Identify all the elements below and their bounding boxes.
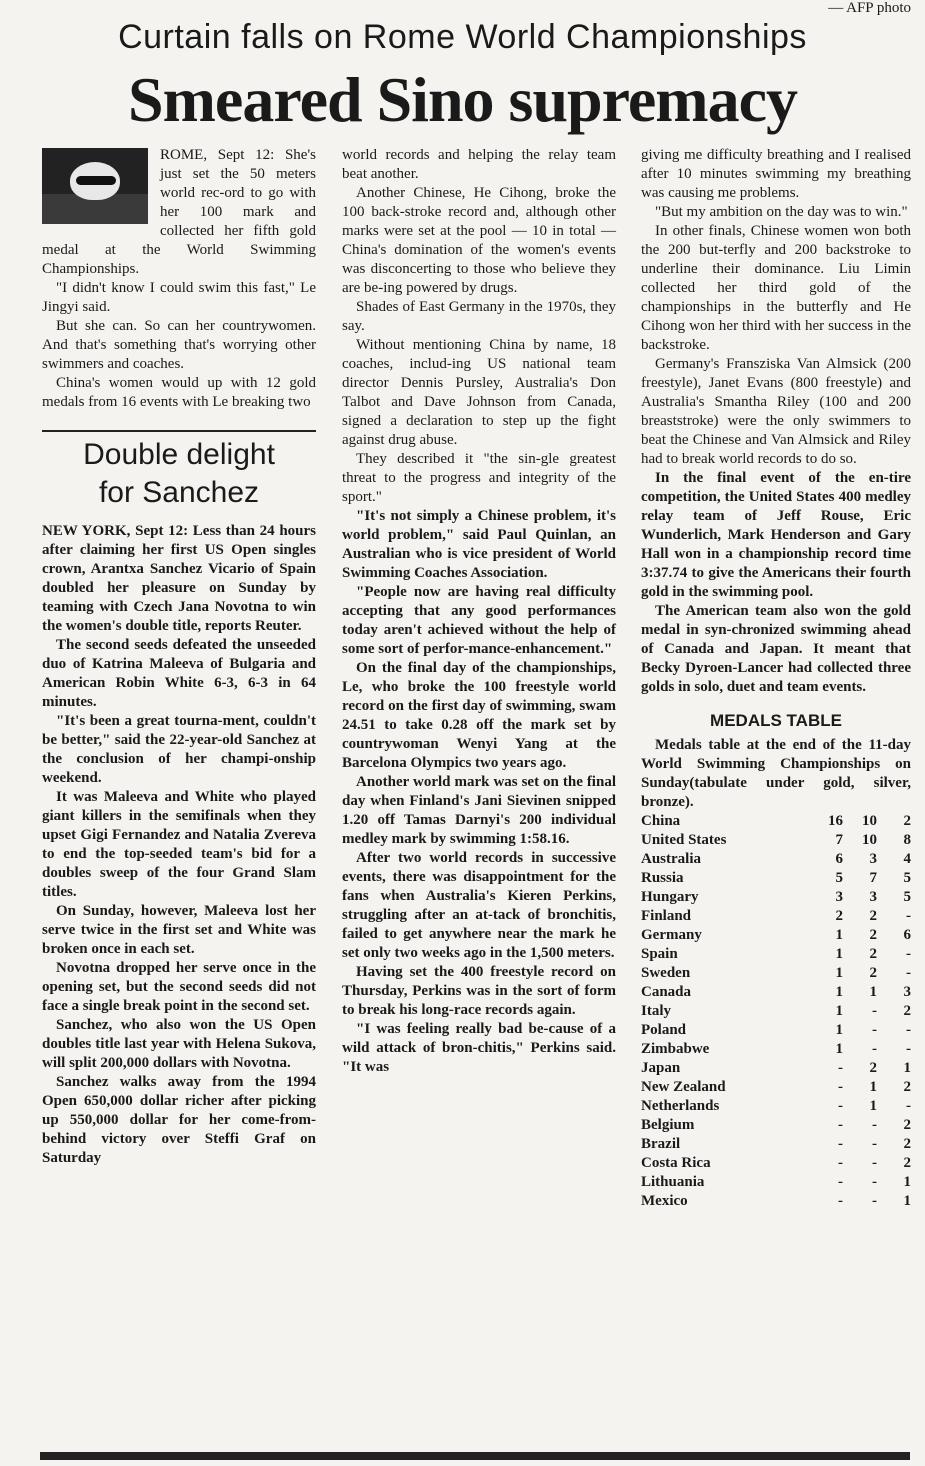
paragraph: "But my ambition on the day was to win." <box>655 204 908 220</box>
medal-count-cell: - <box>906 1022 911 1038</box>
medal-count-cell: 1 <box>869 984 877 1000</box>
medals-row <box>641 1116 911 1135</box>
medal-count-cell: - <box>838 1060 843 1076</box>
medal-count-cell: 2 <box>903 1079 911 1095</box>
medals-row <box>641 869 911 888</box>
medal-count-cell: - <box>838 1155 843 1171</box>
paragraph: "It's been a great tourna-ment, couldn't be better," said the 22-year-old Sanchez at the conclusion of her champi-onship weekend. <box>42 713 316 786</box>
medals-table <box>641 812 911 1211</box>
medal-count-cell: - <box>838 1117 843 1133</box>
paragraph: Without mentioning China by name, 18 coaches, includ-ing US national team director Dennis Pursley, Australia's Don Talbot and Dave Johnson from Canada, signed a declaration to step up the fight against drug abuse. <box>342 337 616 448</box>
paragraph: "It's not simply a Chinese problem, it's world problem," said Paul Quinlan, an Australian who is vice president of World Swimming Coaches Association. <box>342 508 616 581</box>
medals-row <box>641 1040 911 1059</box>
medals-row <box>641 1192 911 1211</box>
medals-row <box>641 1078 911 1097</box>
country-cell: Poland <box>641 1022 687 1038</box>
medal-count-cell: 10 <box>862 832 877 848</box>
medal-count-cell: 1 <box>835 946 843 962</box>
medal-count-cell: 5 <box>903 889 911 905</box>
section-divider <box>42 430 316 432</box>
medal-count-cell: - <box>872 1174 877 1190</box>
medal-count-cell: 6 <box>903 927 911 943</box>
medal-count-cell: - <box>872 1117 877 1133</box>
medal-count-cell: 2 <box>903 813 911 829</box>
medal-count-cell: - <box>838 1174 843 1190</box>
medal-count-cell: 1 <box>835 927 843 943</box>
country-cell: Lithuania <box>641 1174 705 1190</box>
country-cell: Netherlands <box>641 1098 720 1114</box>
medal-count-cell: 5 <box>903 870 911 886</box>
country-cell: China <box>641 813 681 829</box>
paragraph: Shades of East Germany in the 1970s, they say. <box>342 299 616 334</box>
medals-row <box>641 983 911 1002</box>
medals-row <box>641 812 911 831</box>
medal-count-cell: 3 <box>869 889 877 905</box>
medals-row <box>641 1059 911 1078</box>
country-cell: Spain <box>641 946 678 962</box>
medal-count-cell: - <box>838 1098 843 1114</box>
story2-subhead: Double delight for Sanchez <box>83 438 275 509</box>
country-cell: Finland <box>641 908 692 924</box>
medal-count-cell: 2 <box>903 1117 911 1133</box>
column-1 <box>42 146 316 1168</box>
medal-count-cell: 1 <box>835 1022 843 1038</box>
paragraph: Sanchez walks away from the 1994 Open 650,000 dollar richer after picking up 550,000 dollar for her come-from-behind victory over Steffi Graf on Saturday <box>42 1074 316 1166</box>
paragraph: It was Maleeva and White who played giant killers in the semifinals when they upset Gigi Fernandez and Natalia Zvereva to end the top-seeded team's bid for a doubles sweep of the four Grand Slam titles. <box>42 789 316 900</box>
medals-row <box>641 1021 911 1040</box>
medal-count-cell: 1 <box>903 1060 911 1076</box>
medals-row <box>641 964 911 983</box>
medal-count-cell: 6 <box>835 851 843 867</box>
medal-count-cell: 2 <box>869 965 877 981</box>
country-cell: Russia <box>641 870 684 886</box>
paragraph: "I didn't know I could swim this fast," Le Jingyi said. <box>42 280 316 315</box>
medals-intro: Medals table at the end of the 11-day World Swimming Championships on Sunday(tabulate under gold, silver, bronze). <box>641 737 911 810</box>
medal-count-cell: 1 <box>835 984 843 1000</box>
medal-count-cell: - <box>872 1022 877 1038</box>
paragraph: But she can. So can her countrywomen. And that's something that's worrying other swimmers and coaches. <box>42 318 316 372</box>
medal-count-cell: 1 <box>835 1041 843 1057</box>
medal-count-cell: 1 <box>869 1079 877 1095</box>
country-cell: Canada <box>641 984 692 1000</box>
paragraph: "I was feeling really bad be-cause of a wild attack of bron-chitis," Perkins said. "It was <box>342 1021 616 1075</box>
country-cell: Italy <box>641 1003 671 1019</box>
medal-count-cell: 8 <box>903 832 911 848</box>
bottom-rule <box>40 1452 910 1460</box>
medal-count-cell: 2 <box>835 908 843 924</box>
country-cell: Australia <box>641 851 701 867</box>
country-cell: New Zealand <box>641 1079 726 1095</box>
country-cell: Japan <box>641 1060 681 1076</box>
photo-credit: — AFP photo <box>828 0 911 16</box>
medal-count-cell: 3 <box>835 889 843 905</box>
medals-row <box>641 1097 911 1116</box>
medal-count-cell: 1 <box>869 1098 877 1114</box>
paragraph: They described it "the sin-gle greatest threat to the progress and integrity of the sport." <box>342 451 616 505</box>
medal-count-cell: 2 <box>903 1136 911 1152</box>
medal-count-cell: 5 <box>835 870 843 886</box>
paragraph: Germany's Fransziska Van Almsick (200 freestyle), Janet Evans (800 freestyle) and Australia's Smantha Riley (100 and 200 breaststroke) were the only swimmers to beat the Chinese and Van Almsick and Riley had to break world records to do so. <box>641 356 911 467</box>
medal-count-cell: - <box>906 1041 911 1057</box>
medal-count-cell: 2 <box>903 1155 911 1171</box>
story1-lead: ROME, Sept 12: She's just set the 50 meters world rec-ord to go with her 100 mark and collected her fifth gold medal at the World Swimming Championships. <box>42 147 316 277</box>
main-headline: Smeared Sino supremacy <box>128 64 797 135</box>
medal-count-cell: 4 <box>903 851 911 867</box>
medal-count-cell: 7 <box>869 870 877 886</box>
paragraph: In the final event of the en-tire competition, the United States 400 medley relay team of Jeff Rouse, Eric Wunderlich, Mark Henderson and Gary Hall won in a championship record time 3:37.74 to give the Americans their fourth gold in the swimming pool. <box>641 470 911 600</box>
medals-row <box>641 1173 911 1192</box>
paragraph: Another Chinese, He Cihong, broke the 100 back-stroke record and, although other marks were set at the pool — 10 in total — China's domination of the women's events was disconcerting to those who believe they are be-ing powered by drugs. <box>342 185 616 296</box>
medal-count-cell: 3 <box>903 984 911 1000</box>
medals-row <box>641 1002 911 1021</box>
medal-count-cell: - <box>838 1079 843 1095</box>
medal-count-cell: 2 <box>869 946 877 962</box>
medal-count-cell: 1 <box>903 1193 911 1209</box>
paragraph: giving me difficulty breathing and I realised after 10 minutes swimming my breathing was causing me problems. <box>641 147 911 201</box>
medal-count-cell: 10 <box>862 813 877 829</box>
country-cell: Germany <box>641 927 702 943</box>
paragraph: China's women would up with 12 gold medals from 16 events with Le breaking two <box>42 375 316 410</box>
country-cell: Costa Rica <box>641 1155 711 1171</box>
medal-count-cell: - <box>838 1193 843 1209</box>
paragraph: Sanchez, who also won the US Open doubles title last year with Helena Sukova, will split 200,000 dollars with Novotna. <box>42 1017 316 1071</box>
medal-count-cell: - <box>906 908 911 924</box>
medal-count-cell: 2 <box>869 927 877 943</box>
paragraph: On the final day of the championships, Le, who broke the 100 freestyle world record on the first day of swimming, swam 24.51 to take 0.28 off the mark set by countrywoman Wenyi Yang at the Barcelona Olympics two years ago. <box>342 660 616 771</box>
paragraph: Having set the 400 freestyle record on Thursday, Perkins was in the sort of form to break his long-race records again. <box>342 964 616 1018</box>
medal-count-cell: 2 <box>903 1003 911 1019</box>
swimmer-photo-icon <box>42 148 148 224</box>
medals-row <box>641 1154 911 1173</box>
country-cell: Zimbabwe <box>641 1041 710 1057</box>
paragraph: Another world mark was set on the final day when Finland's Jani Sievinen snipped 1.20 off Tamas Darnyi's 200 individual medley mark by swimming 1:58.16. <box>342 774 616 847</box>
medal-count-cell: 1 <box>835 1003 843 1019</box>
medals-row <box>641 831 911 850</box>
medal-count-cell: - <box>872 1193 877 1209</box>
medal-count-cell: - <box>906 1098 911 1114</box>
country-cell: Sweden <box>641 965 691 981</box>
country-cell: Mexico <box>641 1193 688 1209</box>
country-cell: Belgium <box>641 1117 695 1133</box>
medal-count-cell: 1 <box>835 965 843 981</box>
paragraph: The American team also won the gold medal in syn-chronized swimming ahead of Canada and Japan. It meant that Becky Dyroen-Lancer had collected three golds in solo, duet and team events. <box>641 603 911 695</box>
medal-count-cell: - <box>872 1136 877 1152</box>
country-cell: Brazil <box>641 1136 681 1152</box>
medal-count-cell: 1 <box>903 1174 911 1190</box>
paragraph: Novotna dropped her serve once in the opening set, but the second seeds did not face a single break point in the second set. <box>42 960 316 1014</box>
medal-count-cell: - <box>906 965 911 981</box>
medal-count-cell: 2 <box>869 908 877 924</box>
medal-count-cell: - <box>872 1003 877 1019</box>
story2-lead: NEW YORK, Sept 12: Less than 24 hours after claiming her first US Open singles crown, Arantxa Sanchez Vicario of Spain doubled her pleasure on Sunday by teaming with Czech Jana Novotna to win the women's double title, reports Reuter. <box>42 523 316 634</box>
medal-count-cell: 2 <box>869 1060 877 1076</box>
paragraph: "People now are having real difficulty accepting that any good performances today aren't achieved without the help of some sort of perfor-mance-enhancement." <box>342 584 616 657</box>
paragraph: After two world records in successive events, there was disappointment for the fans when Australia's Kieren Perkins, struggling after an at-tack of bronchitis, failed to get anywhere near the mark he set only two weeks ago in the 1,500 meters. <box>342 850 616 961</box>
medal-count-cell: - <box>872 1041 877 1057</box>
medal-count-cell: - <box>872 1155 877 1171</box>
medals-row <box>641 926 911 945</box>
paragraph: The second seeds defeated the unseeded duo of Katrina Maleeva of Bulgaria and American Robin White 6-3, 6-3 in 64 minutes. <box>42 637 316 710</box>
medal-count-cell: - <box>906 946 911 962</box>
medals-row <box>641 907 911 926</box>
medal-count-cell: 16 <box>828 813 843 829</box>
medal-count-cell: - <box>838 1136 843 1152</box>
paragraph: In other finals, Chinese women won both the 200 but-terfly and 200 backstroke to underline their dominance. Liu Limin collected her third gold of the championships in the butterfly and He Cihong won her third with her success in the backstroke. <box>641 223 911 353</box>
country-cell: United States <box>641 832 727 848</box>
column-2 <box>342 146 616 1077</box>
country-cell: Hungary <box>641 889 699 905</box>
medals-row <box>641 888 911 907</box>
medals-table-title: MEDALS TABLE <box>710 711 842 730</box>
paragraph: world records and helping the relay team beat another. <box>342 147 616 182</box>
medal-count-cell: 7 <box>835 832 843 848</box>
medals-row <box>641 945 911 964</box>
kicker-headline: Curtain falls on Rome World Championships <box>118 18 807 56</box>
medals-row <box>641 1135 911 1154</box>
column-3 <box>641 146 911 1211</box>
medal-count-cell: 3 <box>869 851 877 867</box>
medals-row <box>641 850 911 869</box>
paragraph: On Sunday, however, Maleeva lost her serve twice in the first set and White was broken once in each set. <box>42 903 316 957</box>
